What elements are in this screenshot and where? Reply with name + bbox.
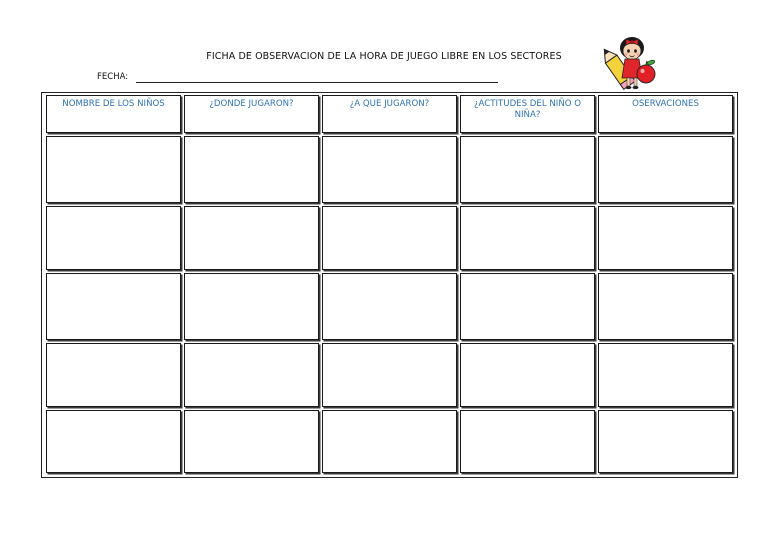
table-cell-where[interactable] [184, 273, 319, 340]
table-cell-what[interactable] [322, 410, 457, 473]
table-cell-observations[interactable] [598, 136, 733, 203]
table-cell-attitudes[interactable] [460, 206, 595, 270]
table-cell-what[interactable] [322, 273, 457, 340]
table-cell-name[interactable] [46, 136, 181, 203]
table-cell-observations[interactable] [598, 273, 733, 340]
table-cell-where[interactable] [184, 343, 319, 407]
child-with-pencil-and-apple-icon [598, 34, 664, 96]
column-header-where-played: ¿DONDE JUGARON? [184, 95, 319, 133]
column-header-what-played: ¿A QUE JUGARON? [322, 95, 457, 133]
date-label: FECHA: [97, 72, 129, 82]
table-cell-attitudes[interactable] [460, 136, 595, 203]
observation-table [41, 92, 738, 478]
table-cell-attitudes[interactable] [460, 343, 595, 407]
column-header-names: NOMBRE DE LOS NIÑOS [46, 95, 181, 133]
table-cell-attitudes[interactable] [460, 410, 595, 473]
column-header-observations: OSERVACIONES [598, 95, 733, 133]
table-cell-name[interactable] [46, 410, 181, 473]
table-cell-what[interactable] [322, 136, 457, 203]
table-cell-name[interactable] [46, 343, 181, 407]
table-cell-name[interactable] [46, 206, 181, 270]
column-header-attitudes: ¿ACTITUDES DEL NIÑO O NIÑA? [460, 95, 595, 133]
table-cell-name[interactable] [46, 273, 181, 340]
table-cell-what[interactable] [322, 206, 457, 270]
table-cell-where[interactable] [184, 136, 319, 203]
table-cell-what[interactable] [322, 343, 457, 407]
document-title: FICHA DE OBSERVACION DE LA HORA DE JUEGO LIBRE EN LOS SECTORES [206, 51, 562, 62]
table-cell-observations[interactable] [598, 343, 733, 407]
table-cell-where[interactable] [184, 410, 319, 473]
table-cell-where[interactable] [184, 206, 319, 270]
date-field[interactable] [136, 82, 498, 83]
table-cell-observations[interactable] [598, 410, 733, 473]
table-cell-attitudes[interactable] [460, 273, 595, 340]
table-cell-observations[interactable] [598, 206, 733, 270]
